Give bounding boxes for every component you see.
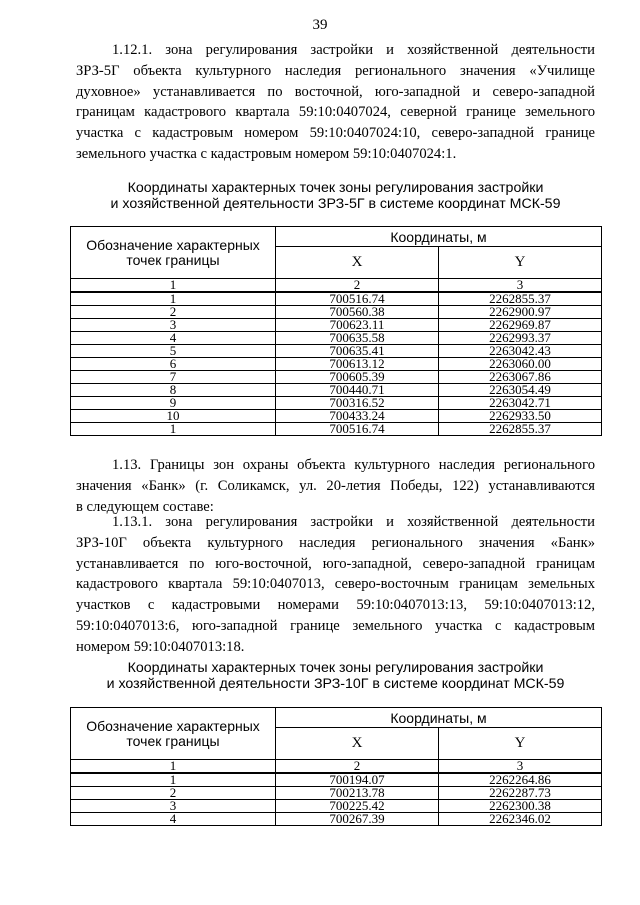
column-number: 1 bbox=[71, 760, 276, 774]
column-number: 2 bbox=[276, 760, 439, 774]
x-cell: 700516.74 bbox=[276, 423, 439, 436]
text-line: участков с кадастровыми номерами 59:10:0407013:13, 59:10:0407013:12, bbox=[76, 597, 595, 614]
point-cell: 4 bbox=[71, 332, 276, 345]
y-cell: 2262346.02 bbox=[439, 813, 602, 826]
x-cell: 700213.78 bbox=[276, 787, 439, 800]
text-line: 1.13.1. зона регулирования застройки и хозяйственной деятельности bbox=[112, 514, 595, 530]
text-line: значения «Банк» (г. Соликамск, ул. 20-летия Победы, 122) устанавливаются bbox=[76, 477, 595, 494]
x-cell: 700560.38 bbox=[276, 306, 439, 319]
x-cell: 700194.07 bbox=[276, 773, 439, 787]
point-cell: 3 bbox=[71, 319, 276, 332]
point-cell: 2 bbox=[71, 787, 276, 800]
y-cell: 2262900.97 bbox=[439, 306, 602, 319]
page-number: 39 bbox=[312, 17, 328, 33]
y-cell: 2263067.86 bbox=[439, 371, 602, 384]
caption-line: Координаты характерных точек зоны регулирования застройки bbox=[127, 660, 544, 676]
x-cell: 700613.12 bbox=[276, 358, 439, 371]
text-line: 1.13. Границы зон охраны объекта культурного наследия регионального bbox=[112, 457, 595, 473]
x-cell: 700316.52 bbox=[276, 397, 439, 410]
point-cell: 6 bbox=[71, 358, 276, 371]
text-line: 1.12.1. зона регулирования застройки и хозяйственной деятельности bbox=[112, 42, 595, 58]
text-line: 59:10:0407013:6, юго-западной границе земельного участка с кадастровым bbox=[76, 617, 595, 634]
point-cell: 10 bbox=[71, 410, 276, 423]
header-y: Y bbox=[439, 247, 602, 279]
y-cell: 2263042.43 bbox=[439, 345, 602, 358]
y-cell: 2262855.37 bbox=[439, 423, 602, 436]
x-cell: 700623.11 bbox=[276, 319, 439, 332]
text-line: в следующем составе: bbox=[76, 498, 214, 515]
header-coordinates: Координаты, м bbox=[276, 227, 602, 247]
paragraph-1-13 bbox=[76, 455, 595, 517]
point-cell: 8 bbox=[71, 384, 276, 397]
text-line: ЗРЗ-10Г объекта культурного наследия регионального значения «Банк» bbox=[76, 534, 595, 551]
text-line: участка с кадастровым номером 59:10:0407024:10, северо-западной границе bbox=[76, 125, 595, 142]
x-cell: 700635.41 bbox=[276, 345, 439, 358]
x-cell: 700267.39 bbox=[276, 813, 439, 826]
point-cell: 1 bbox=[71, 423, 276, 436]
point-cell: 1 bbox=[71, 773, 276, 787]
header-x: X bbox=[276, 728, 439, 760]
y-cell: 2263042.71 bbox=[439, 397, 602, 410]
header-coordinates: Координаты, м bbox=[276, 708, 602, 728]
text-line: кадастрового квартала 59:10:0407013, северо-восточным границам земельных bbox=[76, 576, 595, 593]
text-line: ЗРЗ-5Г объекта культурного наследия регионального значения «Училище bbox=[76, 62, 595, 79]
point-cell: 5 bbox=[71, 345, 276, 358]
paragraph-1-13-1 bbox=[76, 512, 595, 658]
x-cell: 700635.58 bbox=[276, 332, 439, 345]
y-cell: 2262300.38 bbox=[439, 800, 602, 813]
y-cell: 2262993.37 bbox=[439, 332, 602, 345]
paragraph-1-12-1 bbox=[76, 40, 595, 165]
point-cell: 4 bbox=[71, 813, 276, 826]
caption-line: и хозяйственной деятельности ЗРЗ-5Г в системе координат МСК-59 bbox=[110, 196, 561, 212]
text-line: духовное» устанавливается по восточной, юго-западной и северо-западной bbox=[76, 83, 595, 100]
text-line: границам кадастрового квартала 59:10:0407024, северной границе земельного bbox=[76, 104, 595, 121]
column-number: 2 bbox=[276, 279, 439, 293]
column-number: 3 bbox=[439, 760, 602, 774]
coordinates-table-zrz-10g bbox=[70, 707, 602, 826]
table-row bbox=[71, 423, 602, 436]
y-cell: 2262287.73 bbox=[439, 787, 602, 800]
table-1-caption bbox=[76, 180, 595, 212]
y-cell: 2262855.37 bbox=[439, 292, 602, 306]
point-cell: 7 bbox=[71, 371, 276, 384]
x-cell: 700516.74 bbox=[276, 292, 439, 306]
point-cell: 3 bbox=[71, 800, 276, 813]
x-cell: 700440.71 bbox=[276, 384, 439, 397]
x-cell: 700605.39 bbox=[276, 371, 439, 384]
point-cell: 1 bbox=[71, 292, 276, 306]
y-cell: 2262933.50 bbox=[439, 410, 602, 423]
header-point-label: Обозначение характерных точек границы bbox=[71, 708, 276, 760]
header-y: Y bbox=[439, 728, 602, 760]
point-cell: 2 bbox=[71, 306, 276, 319]
y-cell: 2262264.86 bbox=[439, 773, 602, 787]
x-cell: 700433.24 bbox=[276, 410, 439, 423]
text-line: земельного участка с кадастровым номером 59:10:0407024:1. bbox=[76, 145, 457, 162]
caption-line: Координаты характерных точек зоны регулирования застройки bbox=[127, 180, 544, 196]
point-cell: 9 bbox=[71, 397, 276, 410]
text-line: номером 59:10:0407013:18. bbox=[76, 638, 245, 655]
text-line: устанавливается по юго-восточной, юго-западной, северо-западной границам bbox=[76, 555, 595, 572]
y-cell: 2263060.00 bbox=[439, 358, 602, 371]
table-2-caption bbox=[76, 660, 595, 692]
header-point-label: Обозначение характерных точек границы bbox=[71, 227, 276, 279]
table-row bbox=[71, 813, 602, 826]
column-number: 1 bbox=[71, 279, 276, 293]
header-x: X bbox=[276, 247, 439, 279]
y-cell: 2262969.87 bbox=[439, 319, 602, 332]
caption-line: и хозяйственной деятельности ЗРЗ-10Г в системе координат МСК-59 bbox=[106, 676, 565, 692]
column-number: 3 bbox=[439, 279, 602, 293]
coordinates-table-zrz-5g bbox=[70, 226, 602, 436]
y-cell: 2263054.49 bbox=[439, 384, 602, 397]
x-cell: 700225.42 bbox=[276, 800, 439, 813]
